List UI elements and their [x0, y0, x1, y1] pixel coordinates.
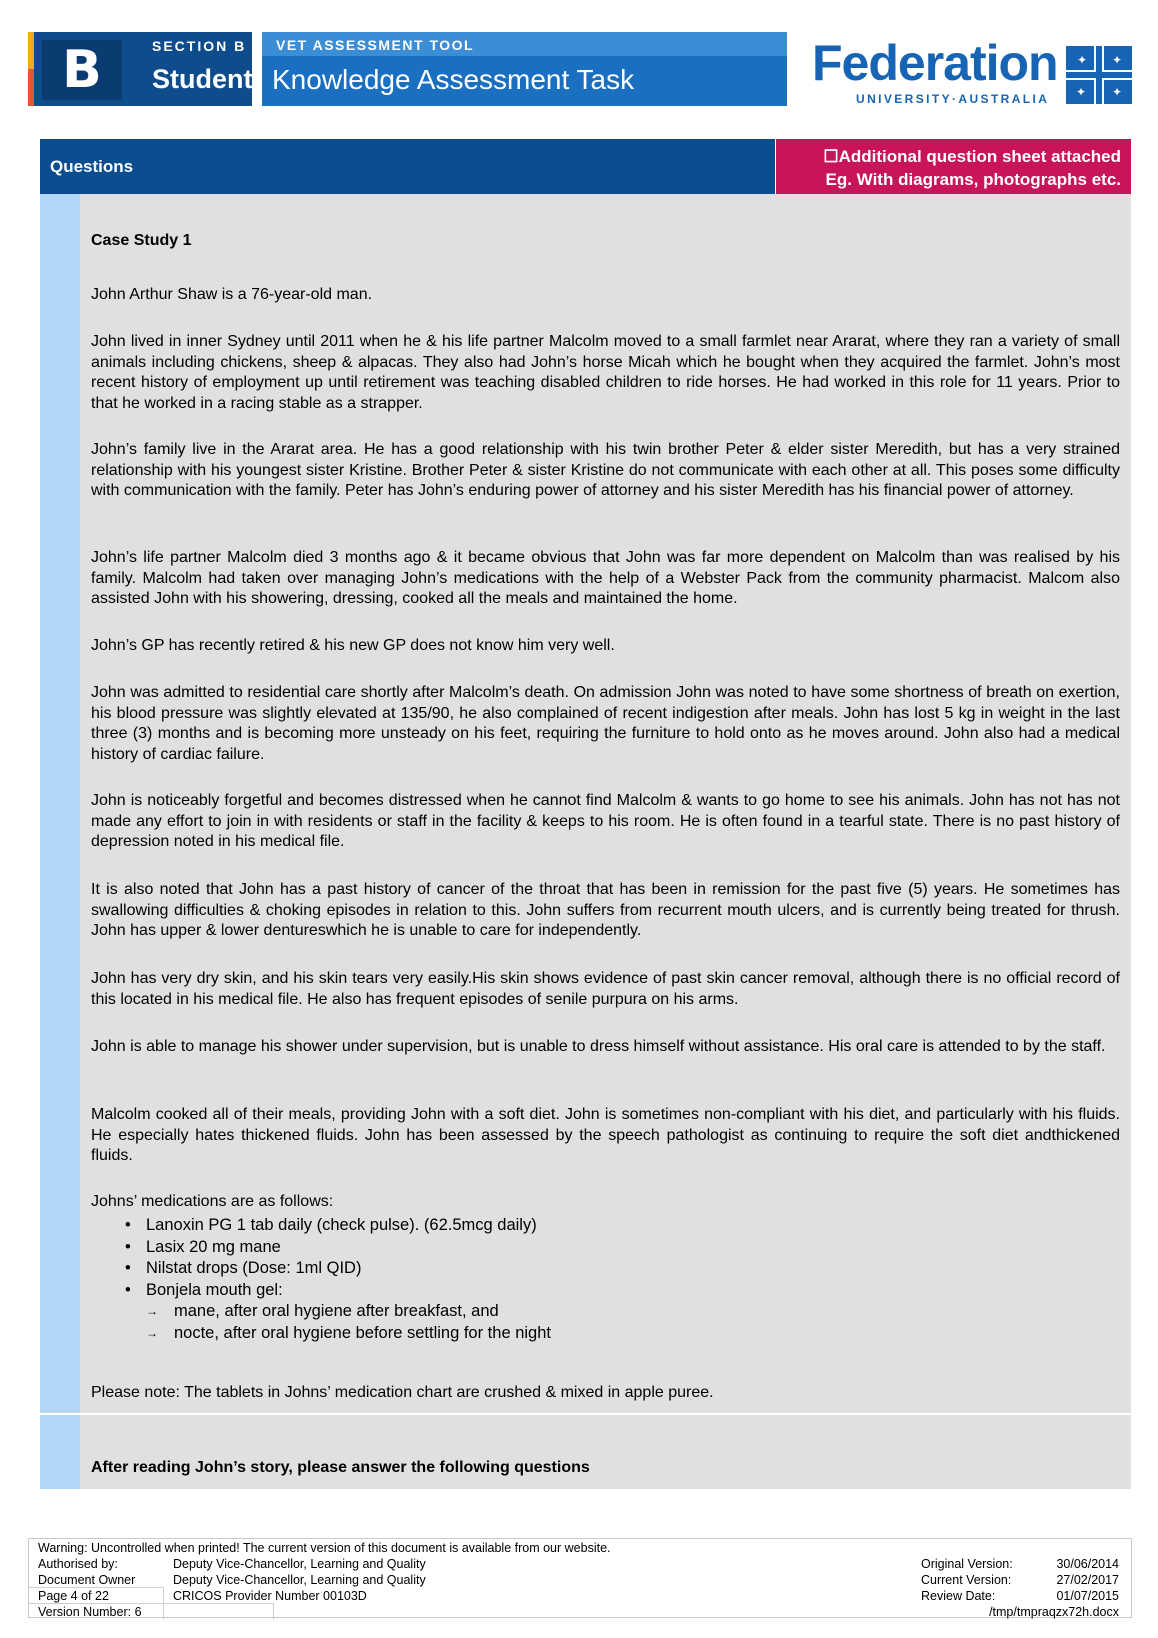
paragraph-skin: John has very dry skin, and his skin tears very easily.His skin shows evidence of past skin cancer removal, although there is no official record of this located in his medical file. He also has frequent episodes of senile purpura on his arms. [91, 970, 1120, 1008]
bonjela-schedule [146, 1301, 551, 1344]
section-name: Student [152, 64, 253, 94]
footer-warning: Warning: Uncontrolled when printed! The current version of this document is available from our website. [38, 1541, 611, 1555]
page-number: Page 4 of 22 [38, 1589, 109, 1603]
authorised-label: Authorised by: [38, 1557, 118, 1571]
case-study-title: Case Study 1 [91, 232, 192, 249]
paragraph-background: John lived in inner Sydney until 2011 when he & his life partner Malcolm moved to a small farmlet near Ararat, where they ran a variety of small animals including chickens, sheep & alpacas. They also had John’s horse Micah which he bought when they acquired the farmlet. John’s most recent history of employment up until retirement was teaching disabled children to ride horses. He had worked in this role for 11 years. Prior to that he worked in a racing stable as a strapper. [91, 333, 1120, 412]
tool-label: VET ASSESSMENT TOOL [276, 37, 475, 53]
document-footer [28, 1538, 1132, 1618]
paragraph-partner: John’s life partner Malcolm died 3 months ago & it became obvious that John was far more dependent on Malcolm than was realised by his family. Malcolm had taken over managing John’s medications with the help of a Webster Pack from the community pharmacist. Malcom also assisted John with his showering, dressing, cooked all the meals and maintained the home. [91, 549, 1120, 607]
paragraph-shower: John is able to manage his shower under supervision, but is unable to dress himself without assistance. His oral care is attended to by the staff. [91, 1038, 1106, 1055]
additional-sheet-line1: ☐Additional question sheet attached [823, 147, 1121, 166]
task-title: Knowledge Assessment Task [272, 64, 635, 95]
file-path: /tmp/tmpraqzx72h.docx [989, 1605, 1119, 1619]
instructions-text: After reading John’s story, please answer the following questions [91, 1459, 590, 1476]
review-date-value: 01/07/2015 [1056, 1589, 1119, 1603]
current-version-label: Current Version: [921, 1573, 1012, 1587]
medications-intro: Johns’ medications are as follows: [91, 1193, 334, 1210]
list-item: → nocte, after oral hygiene before settling for the night [146, 1323, 551, 1345]
arrow-icon: → [146, 1304, 158, 1318]
current-version-value: 27/02/2017 [1056, 1573, 1119, 1587]
paragraph-cancer: It is also noted that John has a past history of cancer of the throat that has been in remission for the past five (5) years. He sometimes has swallowing difficulties & choking episodes in relation to this. John suffers from recurrent mouth ulcers, and is currently being treated for thrush. John has upper & lower dentureswhich he is unable to care for independently. [91, 881, 1120, 939]
review-date-label: Review Date: [921, 1589, 996, 1603]
owner-label: Document Owner [38, 1573, 136, 1587]
list-item: • Lasix 20 mg mane [125, 1237, 281, 1256]
cricos-number: CRICOS Provider Number 00103D [173, 1589, 367, 1603]
paragraph-admission: John was admitted to residential care shortly after Malcolm’s death. On admission John was noted to have some shortness of breath on exertion, his blood pressure was slightly elevated at 135/90, he also complained of recent indigestion after meals. John has lost 5 kg in weight in the last three (3) months and is becoming more unsteady on his feet, requiring the furniture to hold onto as he moves around. John also had a medical history of cardiac failure. [91, 684, 1120, 763]
owner-value: Deputy Vice-Chancellor, Learning and Quality [173, 1573, 426, 1587]
arrow-icon: → [146, 1325, 158, 1340]
paragraph-forgetful: John is noticeably forgetful and becomes distressed when he cannot find Malcolm & wants to go home to see his animals. John has not has not made any effort to join in with residents or staff in the facility & keeps to his room. He is often found in a tearful state. There is no past history of depression noted in his medical file. [91, 792, 1120, 850]
left-margin-bar [40, 194, 80, 1413]
list-item: • Lanoxin PG 1 tab daily (check pulse). (62.5mcg daily) [125, 1216, 537, 1234]
footer-cell-divider [29, 1603, 164, 1620]
footer-cell-divider [29, 1587, 164, 1604]
additional-sheet-line2: Eg. With diagrams, photographs etc. [825, 170, 1121, 189]
paragraph-diet: Malcolm cooked all of their meals, providing John with a soft diet. John is sometimes non-compliant with his diet, and particularly with his fluids. He especially hates thickened fluids. John has been assessed by the speech pathologist as continuing to require the soft diet andthickened fluids. [91, 1106, 1120, 1164]
assessment-tool-banner [262, 32, 787, 106]
left-margin-bar [40, 1415, 80, 1489]
original-version-label: Original Version: [921, 1557, 1013, 1571]
additional-sheet-notice [776, 139, 1131, 194]
paragraph-gp: John’s GP has recently retired & his new GP does not know him very well. [91, 637, 615, 654]
paragraph-family: John’s family live in the Ararat area. He has a good relationship with his twin brother Peter & elder sister Meredith, but has a very strained relationship with his youngest sister Kristine. Brother Peter & sister Kristine do not communicate with each other at all. This poses some difficulty with communication with the family. Peter has John’s enduring power of attorney and his sister Meredith has his financial power of attorney. [91, 441, 1120, 499]
svg-text:✦: ✦ [1076, 85, 1087, 99]
flag-emblem-icon [1066, 46, 1132, 104]
list-item: → mane, after oral hygiene after breakfast, and [146, 1301, 551, 1323]
medication-note: Please note: The tablets in Johns’ medication chart are crushed & mixed in apple puree. [91, 1384, 714, 1401]
federation-logo [812, 35, 1134, 110]
version-number: Version Number: 6 [38, 1605, 142, 1619]
logo-name: Federation [812, 35, 1058, 91]
svg-text:✦: ✦ [1077, 53, 1088, 67]
section-badge [28, 32, 252, 106]
svg-text:✦: ✦ [1112, 85, 1123, 99]
section-letter: B [42, 40, 122, 100]
list-item: • Bonjela mouth gel: → mane, after oral hygiene after breakfast, and → nocte, after oral hygiene before settling for the night [91, 1280, 551, 1345]
medication-list [91, 1215, 551, 1344]
logo-subtitle: UNIVERSITY·AUSTRALIA [856, 92, 1050, 106]
paragraph-intro: John Arthur Shaw is a 76-year-old man. [91, 286, 373, 303]
footer-cell-divider [163, 1603, 274, 1620]
section-label: SECTION B [152, 38, 247, 54]
questions-header: Questions [40, 139, 775, 194]
section-stripe [28, 32, 34, 106]
list-item: • Nilstat drops (Dose: 1ml QID) [125, 1259, 362, 1277]
svg-text:✦: ✦ [1112, 53, 1123, 67]
checkbox-icon[interactable]: ☐ [823, 147, 839, 166]
original-version-value: 30/06/2014 [1056, 1557, 1119, 1571]
authorised-value: Deputy Vice-Chancellor, Learning and Quality [173, 1557, 426, 1571]
